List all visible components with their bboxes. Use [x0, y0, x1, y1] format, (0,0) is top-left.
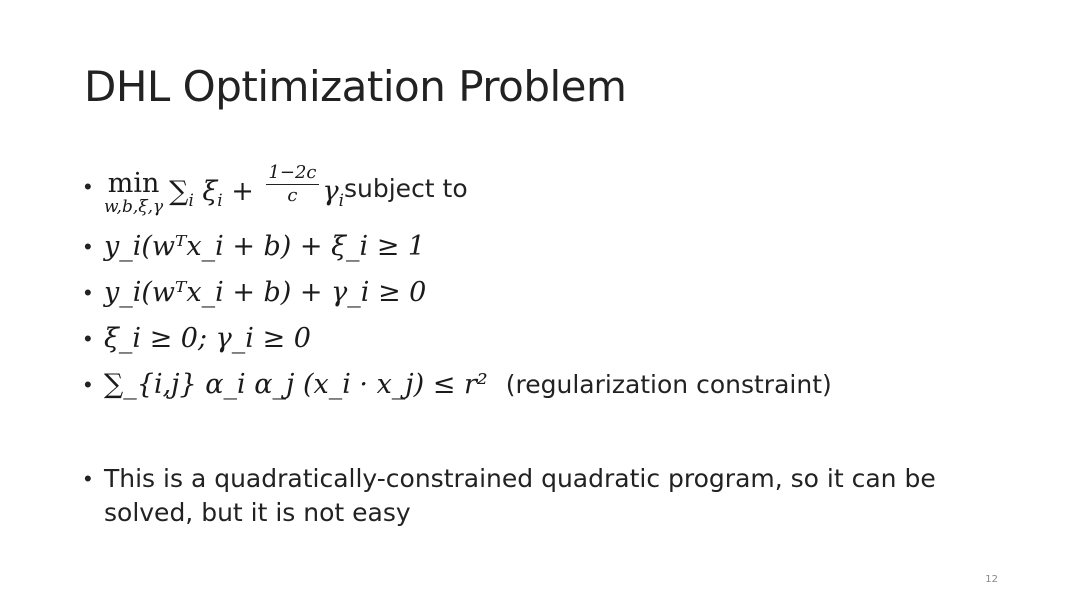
- regularization-formula: ∑_{i,j} α_i α_j (x_i · x_j) ≤ r²: [104, 369, 488, 400]
- fraction-denominator: c: [287, 185, 298, 206]
- bullet-nonnegativity: [84, 322, 311, 356]
- fraction: [266, 162, 318, 207]
- bullet-dot: •: [84, 466, 92, 491]
- bullet-qcqp-note: [84, 462, 936, 530]
- bullet-dot: •: [84, 372, 92, 397]
- constraint-1-formula: y_i(wᵀx_i + b) + ξ_i ≥ 1: [104, 231, 426, 262]
- nonnegativity-formula: ξ_i ≥ 0; γ_i ≥ 0: [104, 323, 311, 354]
- bullet-constraint-2: [84, 276, 426, 310]
- bullet-dot: •: [84, 280, 92, 305]
- bullet-dot: •: [84, 326, 92, 351]
- qcqp-note-text: [104, 462, 936, 530]
- min-subscript: w,b,ξ,γ: [104, 197, 164, 217]
- sum-subscript: i: [188, 189, 194, 210]
- slide-title: DHL Optimization Problem: [84, 62, 627, 111]
- qcqp-note-line-1: This is a quadratically-constrained quadratic program, so it can be: [104, 464, 936, 493]
- gamma-subscript: i: [338, 189, 344, 210]
- plus-sign: +: [222, 176, 263, 207]
- page-number: 12: [985, 574, 998, 585]
- qcqp-note-line-2: solved, but it is not easy: [104, 498, 411, 527]
- bullet-dot: •: [84, 234, 92, 259]
- fraction-numerator: 1−2c: [268, 162, 317, 183]
- bullet-dot: •: [84, 174, 92, 199]
- subject-to-text: subject to: [344, 174, 468, 203]
- bullet-regularization: [84, 368, 832, 402]
- min-operator: [104, 170, 163, 216]
- min-label: min: [107, 168, 160, 199]
- xi-symbol: ξ: [202, 176, 218, 207]
- gamma-symbol: γ: [322, 176, 339, 207]
- xi-subscript: i: [217, 189, 223, 210]
- objective-formula: [104, 162, 344, 217]
- constraint-2-formula: y_i(wᵀx_i + b) + γ_i ≥ 0: [104, 277, 427, 308]
- regularization-note: (regularization constraint): [505, 370, 832, 399]
- bullet-objective: [84, 162, 468, 217]
- bullet-constraint-1: [84, 230, 425, 264]
- sum-symbol: ∑: [169, 176, 189, 207]
